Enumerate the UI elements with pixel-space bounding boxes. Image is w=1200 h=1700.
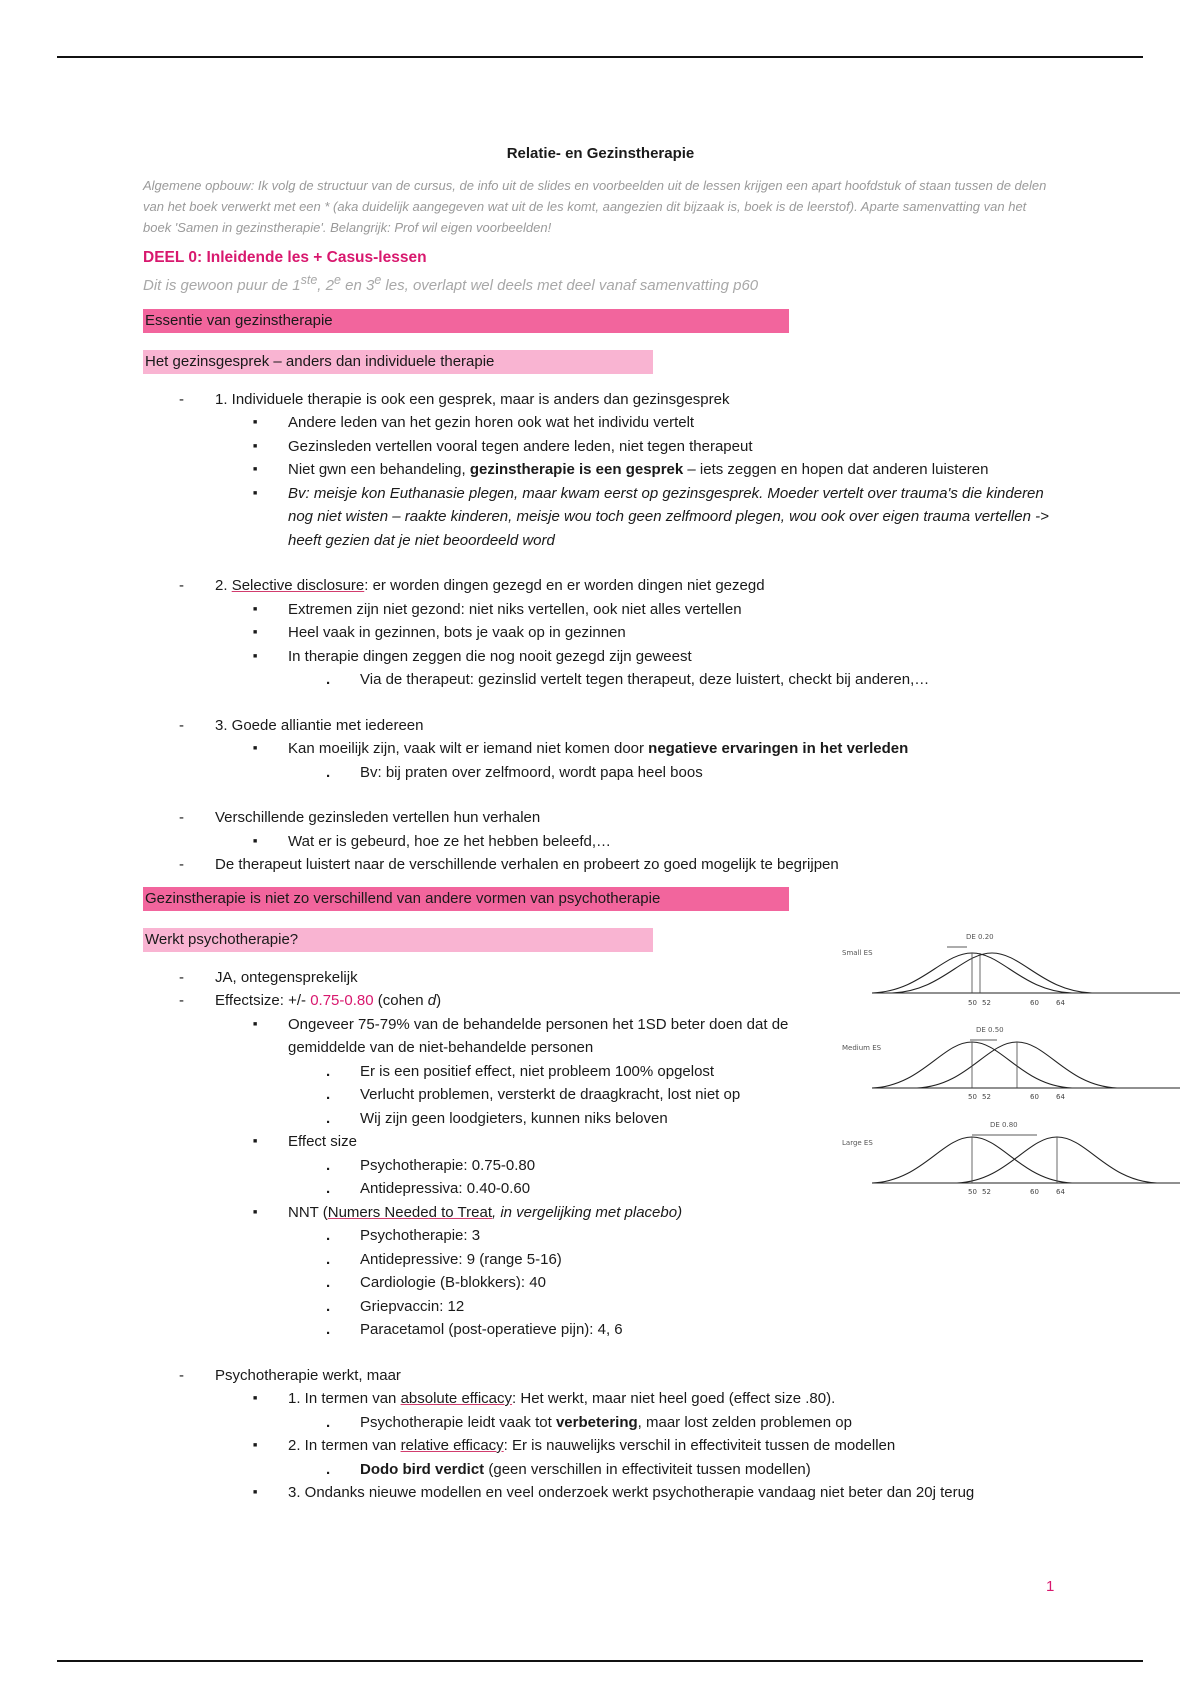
list-item: - JA, ontegensprekelijk xyxy=(143,966,843,990)
panel-label: Small ES xyxy=(842,949,873,957)
panel-label: Medium ES xyxy=(842,1044,882,1052)
heading-niet-verschillend: Gezinstherapie is niet zo verschillend van andere vormen van psychotherapie xyxy=(143,887,789,911)
part-subtitle: Dit is gewoon puur de 1ste, 2e en 3e les, overlapt wel deels met deel vanaf samenvatting p60 xyxy=(143,272,759,294)
svg-text:60: 60 xyxy=(1030,999,1039,1007)
svg-text:60: 60 xyxy=(1030,1093,1039,1101)
svg-text:52: 52 xyxy=(982,1188,991,1196)
top-rule xyxy=(57,56,1143,58)
list-item: . Antidepressive: 9 (range 5-16) xyxy=(143,1248,843,1272)
page-number: 1 xyxy=(1046,1578,1055,1595)
svg-text:60: 60 xyxy=(1030,1188,1039,1196)
section-werkt-maar-list xyxy=(143,1342,1058,1505)
list-item: . Verlucht problemen, versterkt de draagkracht, lost niet op xyxy=(143,1083,843,1107)
bottom-rule xyxy=(57,1660,1143,1662)
list-item: . Cardiologie (B-blokkers): 40 xyxy=(143,1271,843,1295)
heading-essentie: Essentie van gezinstherapie xyxy=(143,309,789,333)
list-item: ■ Niet gwn een behandeling, gezinstherapie is een gesprek – iets zeggen en hopen dat anderen luisteren xyxy=(143,458,1058,482)
list-item: . Psychotherapie: 0.75-0.80 xyxy=(143,1154,843,1178)
list-item: ■ 1. In termen van absolute efficacy: Het werkt, maar niet heel goed (effect size .80). xyxy=(143,1387,1058,1411)
document-page xyxy=(143,142,1058,1505)
panel-large-es xyxy=(842,1121,1180,1196)
list-item: . Psychotherapie: 3 xyxy=(143,1224,843,1248)
list-item: ■ Bv: meisje kon Euthanasie plegen, maar kwam eerst op gezinsgesprek. Moeder vertelt over trauma's die kinderen nog niet wisten – raakte kinderen, meisje wou toch geen zelfmoord plegen, wou ook over eigen trauma vertellen -> heeft gezien dat je niet beoordeeld word xyxy=(143,482,1058,553)
panel-de-label: DE 0.20 xyxy=(966,933,994,941)
svg-text:64: 64 xyxy=(1056,1188,1065,1196)
svg-text:50: 50 xyxy=(968,1188,977,1196)
list-item: . Psychotherapie leidt vaak tot verbetering, maar lost zelden problemen op xyxy=(143,1411,1058,1435)
svg-text:64: 64 xyxy=(1056,999,1065,1007)
list-item: . Antidepressiva: 0.40-0.60 xyxy=(143,1177,843,1201)
svg-text:64: 64 xyxy=(1056,1093,1065,1101)
list-item: - Effectsize: +/- 0.75-0.80 (cohen d) xyxy=(143,989,843,1013)
list-item: ■ Effect size xyxy=(143,1130,843,1154)
list-item: ■ 3. Ondanks nieuwe modellen en veel onderzoek werkt psychotherapie vandaag niet beter dan 20j terug xyxy=(143,1481,1058,1505)
list-item: - Verschillende gezinsleden vertellen hun verhalen xyxy=(143,806,1058,830)
list-item: ■ 2. In termen van relative efficacy: Er is nauwelijks verschil in effectiviteit tussen de modellen xyxy=(143,1434,1058,1458)
list-item: . Er is een positief effect, niet probleem 100% opgelost xyxy=(143,1060,843,1084)
list-item: - 1. Individuele therapie is ook een gesprek, maar is anders dan gezinsgesprek xyxy=(143,388,1058,412)
panel-medium-es xyxy=(842,1026,1180,1101)
list-item: ■ Ongeveer 75-79% van de behandelde personen het 1SD beter doen dat de gemiddelde van de niet-behandelde personen xyxy=(143,1013,843,1060)
list-item: ■ Gezinsleden vertellen vooral tegen andere leden, niet tegen therapeut xyxy=(143,435,1058,459)
list-item: - De therapeut luistert naar de verschillende verhalen en probeert zo goed mogelijk te begrijpen xyxy=(143,853,1058,877)
list-item: . Bv: bij praten over zelfmoord, wordt papa heel boos xyxy=(143,761,1058,785)
svg-text:50: 50 xyxy=(968,1093,977,1101)
list-item: . Dodo bird verdict (geen verschillen in effectiviteit tussen modellen) xyxy=(143,1458,1058,1482)
panel-de-label: DE 0.50 xyxy=(976,1026,1004,1034)
intro-note: Algemene opbouw: Ik volg de structuur van de cursus, de info uit de slides en voorbeelden uit de lessen krijgen een apart hoofdstuk of staan tussen de delen van het boek verwerkt met een * (aka duidelijk aangegeven wat uit de les komt, aangezien dit bijzaak is, boek is de leerstof). Aparte samenvatting van het boek 'Samen in gezinstherapie'. Belangrijk: Prof wil eigen voorbeelden! xyxy=(143,177,1047,235)
list-item: . Wij zijn geen loodgieters, kunnen niks beloven xyxy=(143,1107,843,1131)
svg-text:52: 52 xyxy=(982,1093,991,1101)
list-item: - Psychotherapie werkt, maar xyxy=(143,1364,1058,1388)
list-item: ■ Heel vaak in gezinnen, bots je vaak op in gezinnen xyxy=(143,621,1058,645)
part-title: DEEL 0: Inleidende les + Casus-lessen xyxy=(143,248,427,266)
list-item: ■ Wat er is gebeurd, hoe ze het hebben beleefd,… xyxy=(143,830,1058,854)
list-item: ■ Andere leden van het gezin horen ook wat het individu vertelt xyxy=(143,411,1058,435)
list-item: - 2. Selective disclosure: er worden dingen gezegd en er worden dingen niet gezegd xyxy=(143,574,1058,598)
document-title: Relatie- en Gezinstherapie xyxy=(506,145,695,162)
panel-de-label: DE 0.80 xyxy=(990,1121,1018,1129)
panel-small-es xyxy=(842,933,1180,1007)
section-gezinsgesprek-list xyxy=(143,388,1058,877)
svg-text:52: 52 xyxy=(982,999,991,1007)
list-item: . Paracetamol (post-operatieve pijn): 4, 6 xyxy=(143,1318,843,1342)
list-item: ■ NNT (Numers Needed to Treat, in vergelijking met placebo) xyxy=(143,1201,843,1225)
list-item: . Griepvaccin: 12 xyxy=(143,1295,843,1319)
list-item: ■ In therapie dingen zeggen die nog nooit gezegd zijn geweest xyxy=(143,645,1058,669)
heading-werkt-psychotherapie: Werkt psychotherapie? xyxy=(143,928,653,952)
list-item: - 3. Goede alliantie met iedereen xyxy=(143,714,1058,738)
effect-size-figure xyxy=(842,925,1180,1205)
panel-label: Large ES xyxy=(842,1139,873,1147)
list-item: ■ Extremen zijn niet gezond: niet niks vertellen, ook niet alles vertellen xyxy=(143,598,1058,622)
svg-text:50: 50 xyxy=(968,999,977,1007)
section-psychotherapie-list xyxy=(143,966,843,1342)
heading-gezinsgesprek: Het gezinsgesprek – anders dan individuele therapie xyxy=(143,350,653,374)
list-item: . Via de therapeut: gezinslid vertelt tegen therapeut, deze luistert, checkt bij anderen,… xyxy=(143,668,1058,692)
list-item: ■ Kan moeilijk zijn, vaak wilt er iemand niet komen door negatieve ervaringen in het verleden xyxy=(143,737,1058,761)
